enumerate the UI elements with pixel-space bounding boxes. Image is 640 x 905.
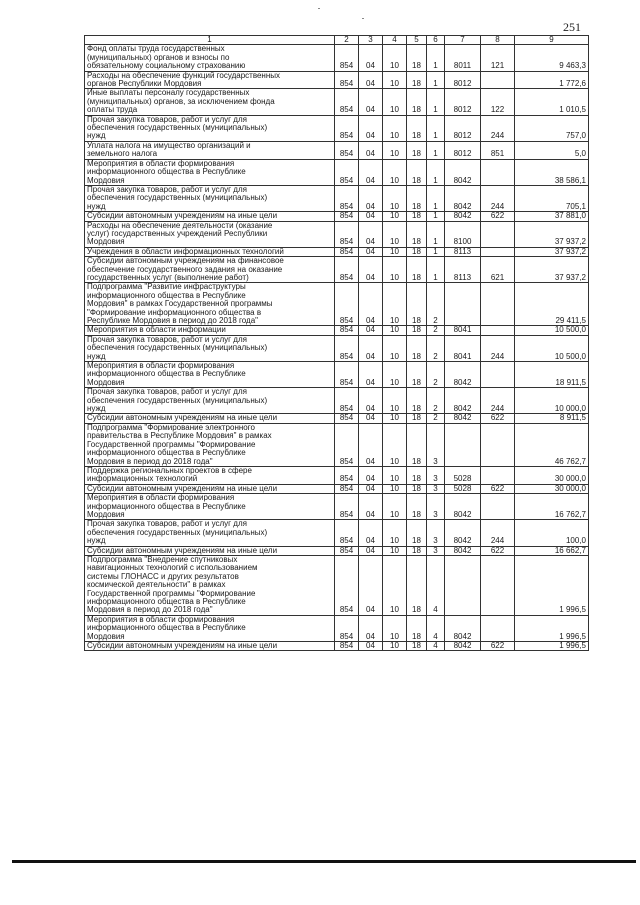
code-target <box>445 283 481 326</box>
code-subprogram: 3 <box>427 466 445 484</box>
code-ministry: 854 <box>335 326 359 335</box>
amount-cell: 5,0 <box>515 141 589 159</box>
code-target: 8042 <box>445 388 481 414</box>
code-subprogram: 4 <box>427 555 445 615</box>
code-subprogram: 3 <box>427 484 445 493</box>
page-number: 251 <box>563 20 581 34</box>
amount-cell: 10 000,0 <box>515 388 589 414</box>
column-header: 8 <box>481 36 515 45</box>
code-program: 18 <box>407 362 427 388</box>
code-section: 04 <box>359 185 383 211</box>
code-subsection: 10 <box>383 326 407 335</box>
row-description: Фонд оплаты труда государственных (муниципальных) органов и взносы по обязательному социальному страхованию <box>85 45 335 71</box>
code-ministry: 854 <box>335 362 359 388</box>
amount-cell: 1 996,5 <box>515 615 589 641</box>
row-description: Мероприятия в области информации <box>85 326 335 335</box>
code-program: 18 <box>407 642 427 651</box>
row-description: Прочая закупка товаров, работ и услуг для обеспечения государственных (муниципальных) нужд <box>85 335 335 361</box>
code-target: 8011 <box>445 45 481 71</box>
amount-cell: 38 586,1 <box>515 159 589 185</box>
code-program: 18 <box>407 484 427 493</box>
code-program: 18 <box>407 423 427 466</box>
row-description: Субсидии автономным учреждениям на иные цели <box>85 642 335 651</box>
code-subprogram: 1 <box>427 212 445 221</box>
code-subprogram: 2 <box>427 414 445 423</box>
code-section: 04 <box>359 326 383 335</box>
code-subprogram: 3 <box>427 494 445 520</box>
code-expense-type <box>481 221 515 247</box>
page-bottom-rule <box>12 860 636 863</box>
row-description: Мероприятия в области формирования информационного общества в Республике Мордовия <box>85 494 335 520</box>
amount-cell: 30 000,0 <box>515 484 589 493</box>
code-ministry: 854 <box>335 115 359 141</box>
amount-cell: 29 411,5 <box>515 283 589 326</box>
code-subprogram: 3 <box>427 546 445 555</box>
code-program: 18 <box>407 185 427 211</box>
table-row <box>85 45 589 71</box>
table-row <box>85 335 589 361</box>
code-ministry: 854 <box>335 414 359 423</box>
code-ministry: 854 <box>335 257 359 283</box>
amount-cell: 1 010,5 <box>515 89 589 115</box>
code-program: 18 <box>407 335 427 361</box>
code-program: 18 <box>407 221 427 247</box>
code-ministry: 854 <box>335 89 359 115</box>
column-header: 3 <box>359 36 383 45</box>
code-subsection: 10 <box>383 520 407 546</box>
code-target: 8042 <box>445 414 481 423</box>
code-program: 18 <box>407 546 427 555</box>
code-program: 18 <box>407 141 427 159</box>
code-subsection: 10 <box>383 185 407 211</box>
table-row <box>85 520 589 546</box>
code-target: 8100 <box>445 221 481 247</box>
code-target: 8113 <box>445 247 481 256</box>
code-target: 8012 <box>445 89 481 115</box>
amount-cell: 9 463,3 <box>515 45 589 71</box>
code-subprogram: 1 <box>427 185 445 211</box>
row-description: Прочая закупка товаров, работ и услуг для обеспечения государственных (муниципальных) нужд <box>85 115 335 141</box>
table-row <box>85 283 589 326</box>
amount-cell: 757,0 <box>515 115 589 141</box>
code-ministry: 854 <box>335 388 359 414</box>
code-expense-type <box>481 466 515 484</box>
code-program: 18 <box>407 89 427 115</box>
row-description: Подпрограмма "Внедрение спутниковых навигационных технологий с использованием системы ГЛОНАСС и других результатов космической деятельности" в рамках Государственной программы "Формирование информационного общества в Республике Мордовия в период до 2018 года" <box>85 555 335 615</box>
column-header: 1 <box>85 36 335 45</box>
code-program: 18 <box>407 388 427 414</box>
code-section: 04 <box>359 115 383 141</box>
code-subprogram: 2 <box>427 362 445 388</box>
code-target: 5028 <box>445 466 481 484</box>
code-target: 8042 <box>445 546 481 555</box>
column-header: 4 <box>383 36 407 45</box>
row-description: Мероприятия в области формирования информационного общества в Республике Мордовия <box>85 362 335 388</box>
row-description: Мероприятия в области формирования информационного общества в Республике Мордовия <box>85 159 335 185</box>
code-target: 8012 <box>445 71 481 89</box>
code-target: 8042 <box>445 362 481 388</box>
code-target: 8012 <box>445 141 481 159</box>
code-section: 04 <box>359 494 383 520</box>
code-ministry: 854 <box>335 555 359 615</box>
code-subsection: 10 <box>383 141 407 159</box>
code-expense-type <box>481 326 515 335</box>
code-subsection: 10 <box>383 615 407 641</box>
table-row <box>85 546 589 555</box>
table-row <box>85 423 589 466</box>
code-subsection: 10 <box>383 362 407 388</box>
code-section: 04 <box>359 141 383 159</box>
code-subprogram: 1 <box>427 89 445 115</box>
table-header-row <box>85 36 589 45</box>
code-section: 04 <box>359 423 383 466</box>
code-subprogram: 3 <box>427 423 445 466</box>
row-description: Учреждения в области информационных технологий <box>85 247 335 256</box>
row-description: Расходы на обеспечение деятельности (оказание услуг) государственных учреждений Республики Мордовия <box>85 221 335 247</box>
code-subprogram: 1 <box>427 45 445 71</box>
code-subsection: 10 <box>383 484 407 493</box>
code-subsection: 10 <box>383 159 407 185</box>
code-expense-type: 622 <box>481 414 515 423</box>
code-target: 8041 <box>445 335 481 361</box>
code-expense-type <box>481 71 515 89</box>
code-ministry: 854 <box>335 520 359 546</box>
column-header: 9 <box>515 36 589 45</box>
code-program: 18 <box>407 159 427 185</box>
code-expense-type: 244 <box>481 388 515 414</box>
code-subprogram: 3 <box>427 520 445 546</box>
code-expense-type <box>481 615 515 641</box>
code-expense-type: 244 <box>481 520 515 546</box>
code-target: 8042 <box>445 494 481 520</box>
table-row <box>85 247 589 256</box>
code-program: 18 <box>407 247 427 256</box>
code-program: 18 <box>407 257 427 283</box>
code-subsection: 10 <box>383 45 407 71</box>
column-header: 2 <box>335 36 359 45</box>
code-subprogram: 2 <box>427 388 445 414</box>
code-section: 04 <box>359 89 383 115</box>
table-row <box>85 466 589 484</box>
code-target: 8042 <box>445 212 481 221</box>
amount-cell: 705,1 <box>515 185 589 211</box>
code-subsection: 10 <box>383 283 407 326</box>
code-program: 18 <box>407 71 427 89</box>
code-expense-type <box>481 283 515 326</box>
code-ministry: 854 <box>335 546 359 555</box>
code-expense-type: 622 <box>481 212 515 221</box>
code-expense-type: 622 <box>481 546 515 555</box>
code-program: 18 <box>407 555 427 615</box>
code-section: 04 <box>359 546 383 555</box>
code-target <box>445 555 481 615</box>
code-subsection: 10 <box>383 221 407 247</box>
amount-cell: 10 500,0 <box>515 335 589 361</box>
row-description: Мероприятия в области формирования информационного общества в Республике Мордовия <box>85 615 335 641</box>
code-subsection: 10 <box>383 466 407 484</box>
code-expense-type: 851 <box>481 141 515 159</box>
code-expense-type <box>481 159 515 185</box>
code-section: 04 <box>359 466 383 484</box>
table-row <box>85 615 589 641</box>
code-subsection: 10 <box>383 247 407 256</box>
code-section: 04 <box>359 362 383 388</box>
code-subprogram: 1 <box>427 221 445 247</box>
code-ministry: 854 <box>335 283 359 326</box>
code-target: 8041 <box>445 326 481 335</box>
amount-cell: 1 996,5 <box>515 555 589 615</box>
code-section: 04 <box>359 221 383 247</box>
code-target: 8042 <box>445 615 481 641</box>
column-header: 5 <box>407 36 427 45</box>
code-subsection: 10 <box>383 423 407 466</box>
amount-cell: 37 881,0 <box>515 212 589 221</box>
row-description: Поддержка региональных проектов в сфере информационных технологий <box>85 466 335 484</box>
row-description: Субсидии автономным учреждениям на иные цели <box>85 212 335 221</box>
table-row <box>85 159 589 185</box>
code-subsection: 10 <box>383 71 407 89</box>
code-program: 18 <box>407 45 427 71</box>
code-subsection: 10 <box>383 212 407 221</box>
code-expense-type <box>481 494 515 520</box>
code-subprogram: 4 <box>427 642 445 651</box>
table-row <box>85 257 589 283</box>
table-row <box>85 326 589 335</box>
code-subsection: 10 <box>383 546 407 555</box>
code-ministry: 854 <box>335 247 359 256</box>
code-expense-type <box>481 555 515 615</box>
amount-cell: 1 996,5 <box>515 642 589 651</box>
code-program: 18 <box>407 326 427 335</box>
code-subprogram: 2 <box>427 326 445 335</box>
amount-cell: 10 500,0 <box>515 326 589 335</box>
code-subprogram: 1 <box>427 115 445 141</box>
amount-cell: 37 937,2 <box>515 221 589 247</box>
code-subsection: 10 <box>383 257 407 283</box>
code-subprogram: 1 <box>427 159 445 185</box>
code-section: 04 <box>359 520 383 546</box>
code-expense-type: 621 <box>481 257 515 283</box>
row-description: Субсидии автономным учреждениям на иные цели <box>85 414 335 423</box>
code-section: 04 <box>359 414 383 423</box>
amount-cell: 1 772,6 <box>515 71 589 89</box>
code-ministry: 854 <box>335 642 359 651</box>
row-description: Субсидии автономным учреждениям на иные цели <box>85 546 335 555</box>
code-program: 18 <box>407 283 427 326</box>
table-row <box>85 141 589 159</box>
code-section: 04 <box>359 247 383 256</box>
amount-cell: 8 911,5 <box>515 414 589 423</box>
code-target: 8012 <box>445 115 481 141</box>
column-header: 7 <box>445 36 481 45</box>
code-section: 04 <box>359 71 383 89</box>
code-subsection: 10 <box>383 555 407 615</box>
amount-cell: 16 762,7 <box>515 494 589 520</box>
code-subsection: 10 <box>383 115 407 141</box>
code-ministry: 854 <box>335 494 359 520</box>
table-row <box>85 71 589 89</box>
code-expense-type: 622 <box>481 484 515 493</box>
code-expense-type: 121 <box>481 45 515 71</box>
row-description: Прочая закупка товаров, работ и услуг для обеспечения государственных (муниципальных) нужд <box>85 520 335 546</box>
row-description: Подпрограмма "Развитие инфраструктуры информационного общества в Республике Мордовия" в рамках Государственной программы "Формирование информационного общества в Республике Мордовия в период до 2018 года" <box>85 283 335 326</box>
code-ministry: 854 <box>335 221 359 247</box>
row-description: Прочая закупка товаров, работ и услуг для обеспечения государственных (муниципальных) нужд <box>85 388 335 414</box>
code-subprogram: 1 <box>427 247 445 256</box>
table-row <box>85 185 589 211</box>
row-description: Субсидии автономным учреждениям на иные цели <box>85 484 335 493</box>
code-target: 8042 <box>445 642 481 651</box>
scan-speck <box>318 8 320 9</box>
row-description: Прочая закупка товаров, работ и услуг для обеспечения государственных (муниципальных) нужд <box>85 185 335 211</box>
code-ministry: 854 <box>335 615 359 641</box>
code-subsection: 10 <box>383 642 407 651</box>
code-ministry: 854 <box>335 159 359 185</box>
code-program: 18 <box>407 466 427 484</box>
code-ministry: 854 <box>335 212 359 221</box>
code-program: 18 <box>407 414 427 423</box>
code-expense-type <box>481 362 515 388</box>
table-row <box>85 388 589 414</box>
code-expense-type <box>481 423 515 466</box>
code-subsection: 10 <box>383 414 407 423</box>
code-subprogram: 1 <box>427 71 445 89</box>
row-description: Подпрограмма "Формирование электронного правительства в Республике Мордовия" в рамках Государственной программы "Формирование информационного общества в Республике Мордовия в период до 2018 года" <box>85 423 335 466</box>
code-ministry: 854 <box>335 185 359 211</box>
code-expense-type <box>481 247 515 256</box>
amount-cell: 37 937,2 <box>515 247 589 256</box>
code-subprogram: 2 <box>427 335 445 361</box>
code-ministry: 854 <box>335 71 359 89</box>
code-program: 18 <box>407 520 427 546</box>
code-program: 18 <box>407 212 427 221</box>
code-expense-type: 122 <box>481 89 515 115</box>
table-row <box>85 212 589 221</box>
table-row <box>85 221 589 247</box>
row-description: Уплата налога на имущество организаций и земельного налога <box>85 141 335 159</box>
amount-cell: 30 000,0 <box>515 466 589 484</box>
amount-cell: 46 762,7 <box>515 423 589 466</box>
code-ministry: 854 <box>335 466 359 484</box>
code-section: 04 <box>359 212 383 221</box>
code-program: 18 <box>407 115 427 141</box>
code-expense-type: 622 <box>481 642 515 651</box>
code-section: 04 <box>359 388 383 414</box>
amount-cell: 100,0 <box>515 520 589 546</box>
code-subsection: 10 <box>383 335 407 361</box>
table-row <box>85 414 589 423</box>
code-target: 8113 <box>445 257 481 283</box>
row-description: Расходы на обеспечение функций государственных органов Республики Мордовия <box>85 71 335 89</box>
code-subsection: 10 <box>383 89 407 115</box>
code-section: 04 <box>359 555 383 615</box>
code-ministry: 854 <box>335 45 359 71</box>
code-expense-type: 244 <box>481 185 515 211</box>
code-section: 04 <box>359 159 383 185</box>
table-row <box>85 642 589 651</box>
code-section: 04 <box>359 283 383 326</box>
code-program: 18 <box>407 494 427 520</box>
code-section: 04 <box>359 257 383 283</box>
amount-cell: 37 937,2 <box>515 257 589 283</box>
code-target: 5028 <box>445 484 481 493</box>
code-expense-type: 244 <box>481 335 515 361</box>
table-row <box>85 115 589 141</box>
code-subprogram: 1 <box>427 257 445 283</box>
code-section: 04 <box>359 335 383 361</box>
code-subprogram: 1 <box>427 141 445 159</box>
table-row <box>85 555 589 615</box>
amount-cell: 16 662,7 <box>515 546 589 555</box>
code-program: 18 <box>407 615 427 641</box>
code-section: 04 <box>359 642 383 651</box>
code-subsection: 10 <box>383 494 407 520</box>
code-target: 8042 <box>445 185 481 211</box>
column-header: 6 <box>427 36 445 45</box>
code-ministry: 854 <box>335 335 359 361</box>
table-row <box>85 89 589 115</box>
table-row <box>85 484 589 493</box>
table-row <box>85 362 589 388</box>
table-body <box>85 45 589 651</box>
code-target: 8042 <box>445 520 481 546</box>
code-ministry: 854 <box>335 423 359 466</box>
code-subprogram: 4 <box>427 615 445 641</box>
table-row <box>85 494 589 520</box>
code-subprogram: 2 <box>427 283 445 326</box>
code-section: 04 <box>359 615 383 641</box>
code-subsection: 10 <box>383 388 407 414</box>
code-ministry: 854 <box>335 141 359 159</box>
scan-speck <box>362 18 364 19</box>
code-section: 04 <box>359 45 383 71</box>
amount-cell: 18 911,5 <box>515 362 589 388</box>
row-description: Иные выплаты персоналу государственных (муниципальных) органов, за исключением фонда оплаты труда <box>85 89 335 115</box>
code-target <box>445 423 481 466</box>
code-target: 8042 <box>445 159 481 185</box>
code-expense-type: 244 <box>481 115 515 141</box>
code-section: 04 <box>359 484 383 493</box>
code-ministry: 854 <box>335 484 359 493</box>
budget-table <box>84 35 589 651</box>
row-description: Субсидии автономным учреждениям на финансовое обеспечение государственного задания на оказание государственных услуг (выполнение работ) <box>85 257 335 283</box>
